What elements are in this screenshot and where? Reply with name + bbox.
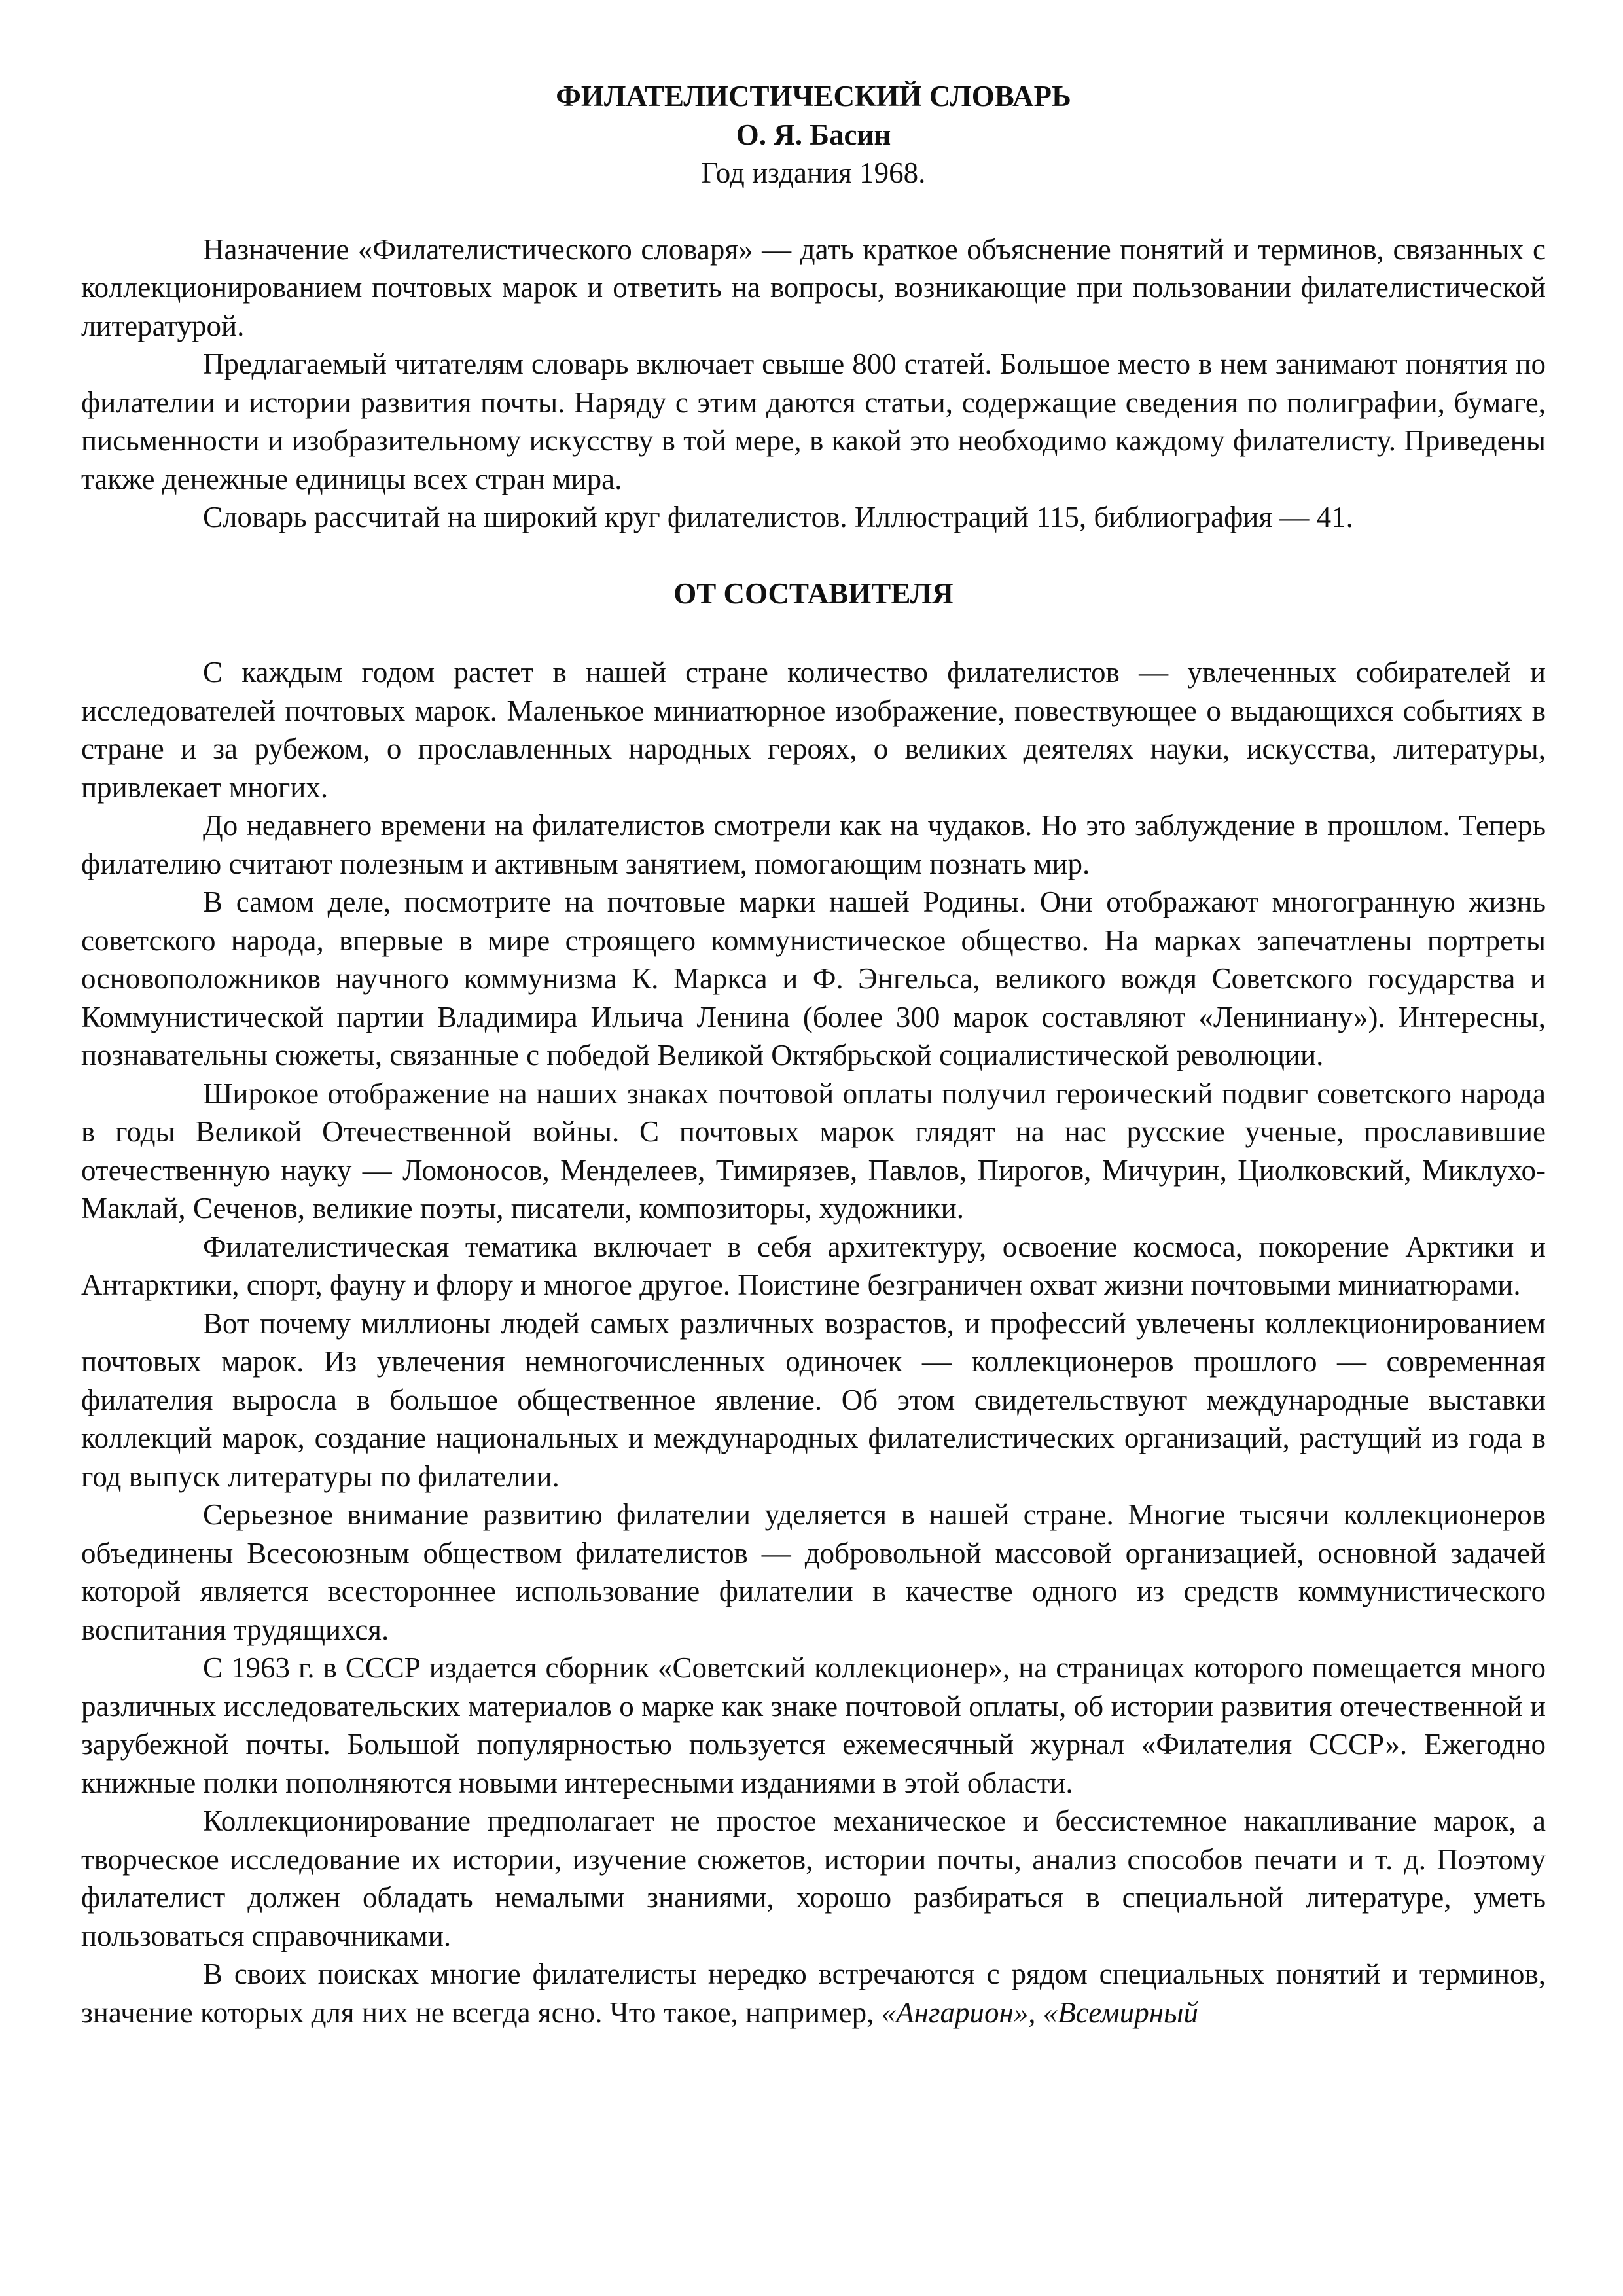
intro-paragraph: Назначение «Филателистического словаря» — дать краткое объяснение понятий и терминов, связанных с коллекционированием почтовых марок и ответить на вопросы, возникающие при пользовании филателистической литературой. <box>81 232 1546 342</box>
section-paragraph: До недавнего времени на филателистов смотрели как на чудаков. Но это заблуждение в прошлом. Теперь филателию считают полезным и активным занятием, помогающим познать мир. <box>81 809 1546 880</box>
section-last-paragraph <box>81 1955 1546 2032</box>
section-paragraph: В самом деле, посмотрите на почтовые марки нашей Родины. Они отображают многогранную жизнь советского народа, впервые в мире строящего коммунистическое общество. На марках запечатлены портреты основоположников научного коммунизма К. Маркса и Ф. Энгельса, великого вождя Советского государства и Коммунистической партии Владимира Ильича Ленина (более 300 марок составляют «Лениниану»). Интересны, познавательны сюжеты, связанные с победой Великой Октябрьской социалистической революции. <box>81 886 1546 1071</box>
intro-paragraph: Словарь рассчитай на широкий круг филателистов. Иллюстраций 115, библиография — 41. <box>203 501 1353 533</box>
section-paragraph: С 1963 г. в СССР издается сборник «Советский коллекционер», на страницах которого помещается много различных исследовательских материалов о марке как знаке почтовой оплаты, об истории развития отечественной и зарубежной почты. Большой популярностью пользуется ежемесячный журнал «Филателия СССР». Ежегодно книжные полки пополняются новыми интересными изданиями в этой области. <box>81 1651 1546 1799</box>
section-paragraph: С каждым годом растет в нашей стране количество филателистов — увлеченных собирателей и исследователей почтовых марок. Маленькое миниатюрное изображение, повествующее о выдающихся событиях в стране и за рубежом, о прославленных народных героях, о великих деятелях науки, искусства, литературы, привлекает многих. <box>81 656 1546 804</box>
section-paragraph: Вот почему миллионы людей самых различных возрастов, и профессий увлечены коллекционированием почтовых марок. Из увлечения немногочисленных одиночек — коллекционеров прошлого — современная филателия выросла в большое общественное явление. Об этом свидетельствуют международные выставки коллекций марок, создание национальных и международных филателистических организаций, растущий из года в год выпуск литературы по филателии. <box>81 1306 1546 1493</box>
document-author: О. Я. Басин <box>736 118 891 151</box>
last-paragraph-italic: «Ангарион», «Всемирный <box>881 1996 1199 2029</box>
section-title: ОТ СОСТАВИТЕЛЯ <box>673 577 954 610</box>
publication-year: Год издания 1968. <box>701 156 926 189</box>
section-paragraph: Широкое отображение на наших знаках почтовой оплаты получил героический подвиг советского народа в годы Великой Отечественной войны. С почтовых марок глядят на нас русские ученые, прославившие отечественную науку — Ломоносов, Менделеев, Тимирязев, Павлов, Пирогов, Мичурин, Циолковский, Миклухо-Маклай, Сеченов, великие поэты, писатели, композиторы, художники. <box>81 1077 1546 1225</box>
section-paragraph: Филателистическая тематика включает в себя архитектуру, освоение космоса, покорение Арктики и Антарктики, спорт, фауну и флору и многое другое. Поистине безграничен охват жизни почтовыми миниатюрами. <box>81 1230 1546 1301</box>
document-title: ФИЛАТЕЛИСТИЧЕСКИЙ СЛОВАРЬ <box>556 80 1071 113</box>
last-paragraph-text: В своих поисках многие филателисты нередко встречаются с рядом специальных понятий и терминов, значение которых для них не всегда ясно. Что такое, например, <box>81 1958 1546 2029</box>
section-paragraph: Серьезное внимание развитию филателии уделяется в нашей стране. Многие тысячи коллекционеров объединены Всесоюзным обществом филателистов — добровольной массовой организацией, основной задачей которой является всестороннее использование филателии в качестве одного из средств коммунистического воспитания трудящихся. <box>81 1498 1546 1646</box>
section-paragraph: Коллекционирование предполагает не простое механическое и бессистемное накапливание марок, а творческое исследование их истории, изучение сюжетов, истории почты, анализ способов печати и т. д. Поэтому филателист должен обладать немалыми знаниями, хорошо разбираться в специальной литературе, уметь пользоваться справочниками. <box>81 1804 1546 1952</box>
intro-paragraph: Предлагаемый читателям словарь включает свыше 800 статей. Большое место в нем занимают понятия по филателии и истории развития почты. Наряду с этим даются статьи, содержащие сведения по полиграфии, бумаге, письменности и изобразительному искусству в той мере, в какой это необходимо каждому филателисту. Приведены также денежные единицы всех стран мира. <box>81 348 1546 495</box>
